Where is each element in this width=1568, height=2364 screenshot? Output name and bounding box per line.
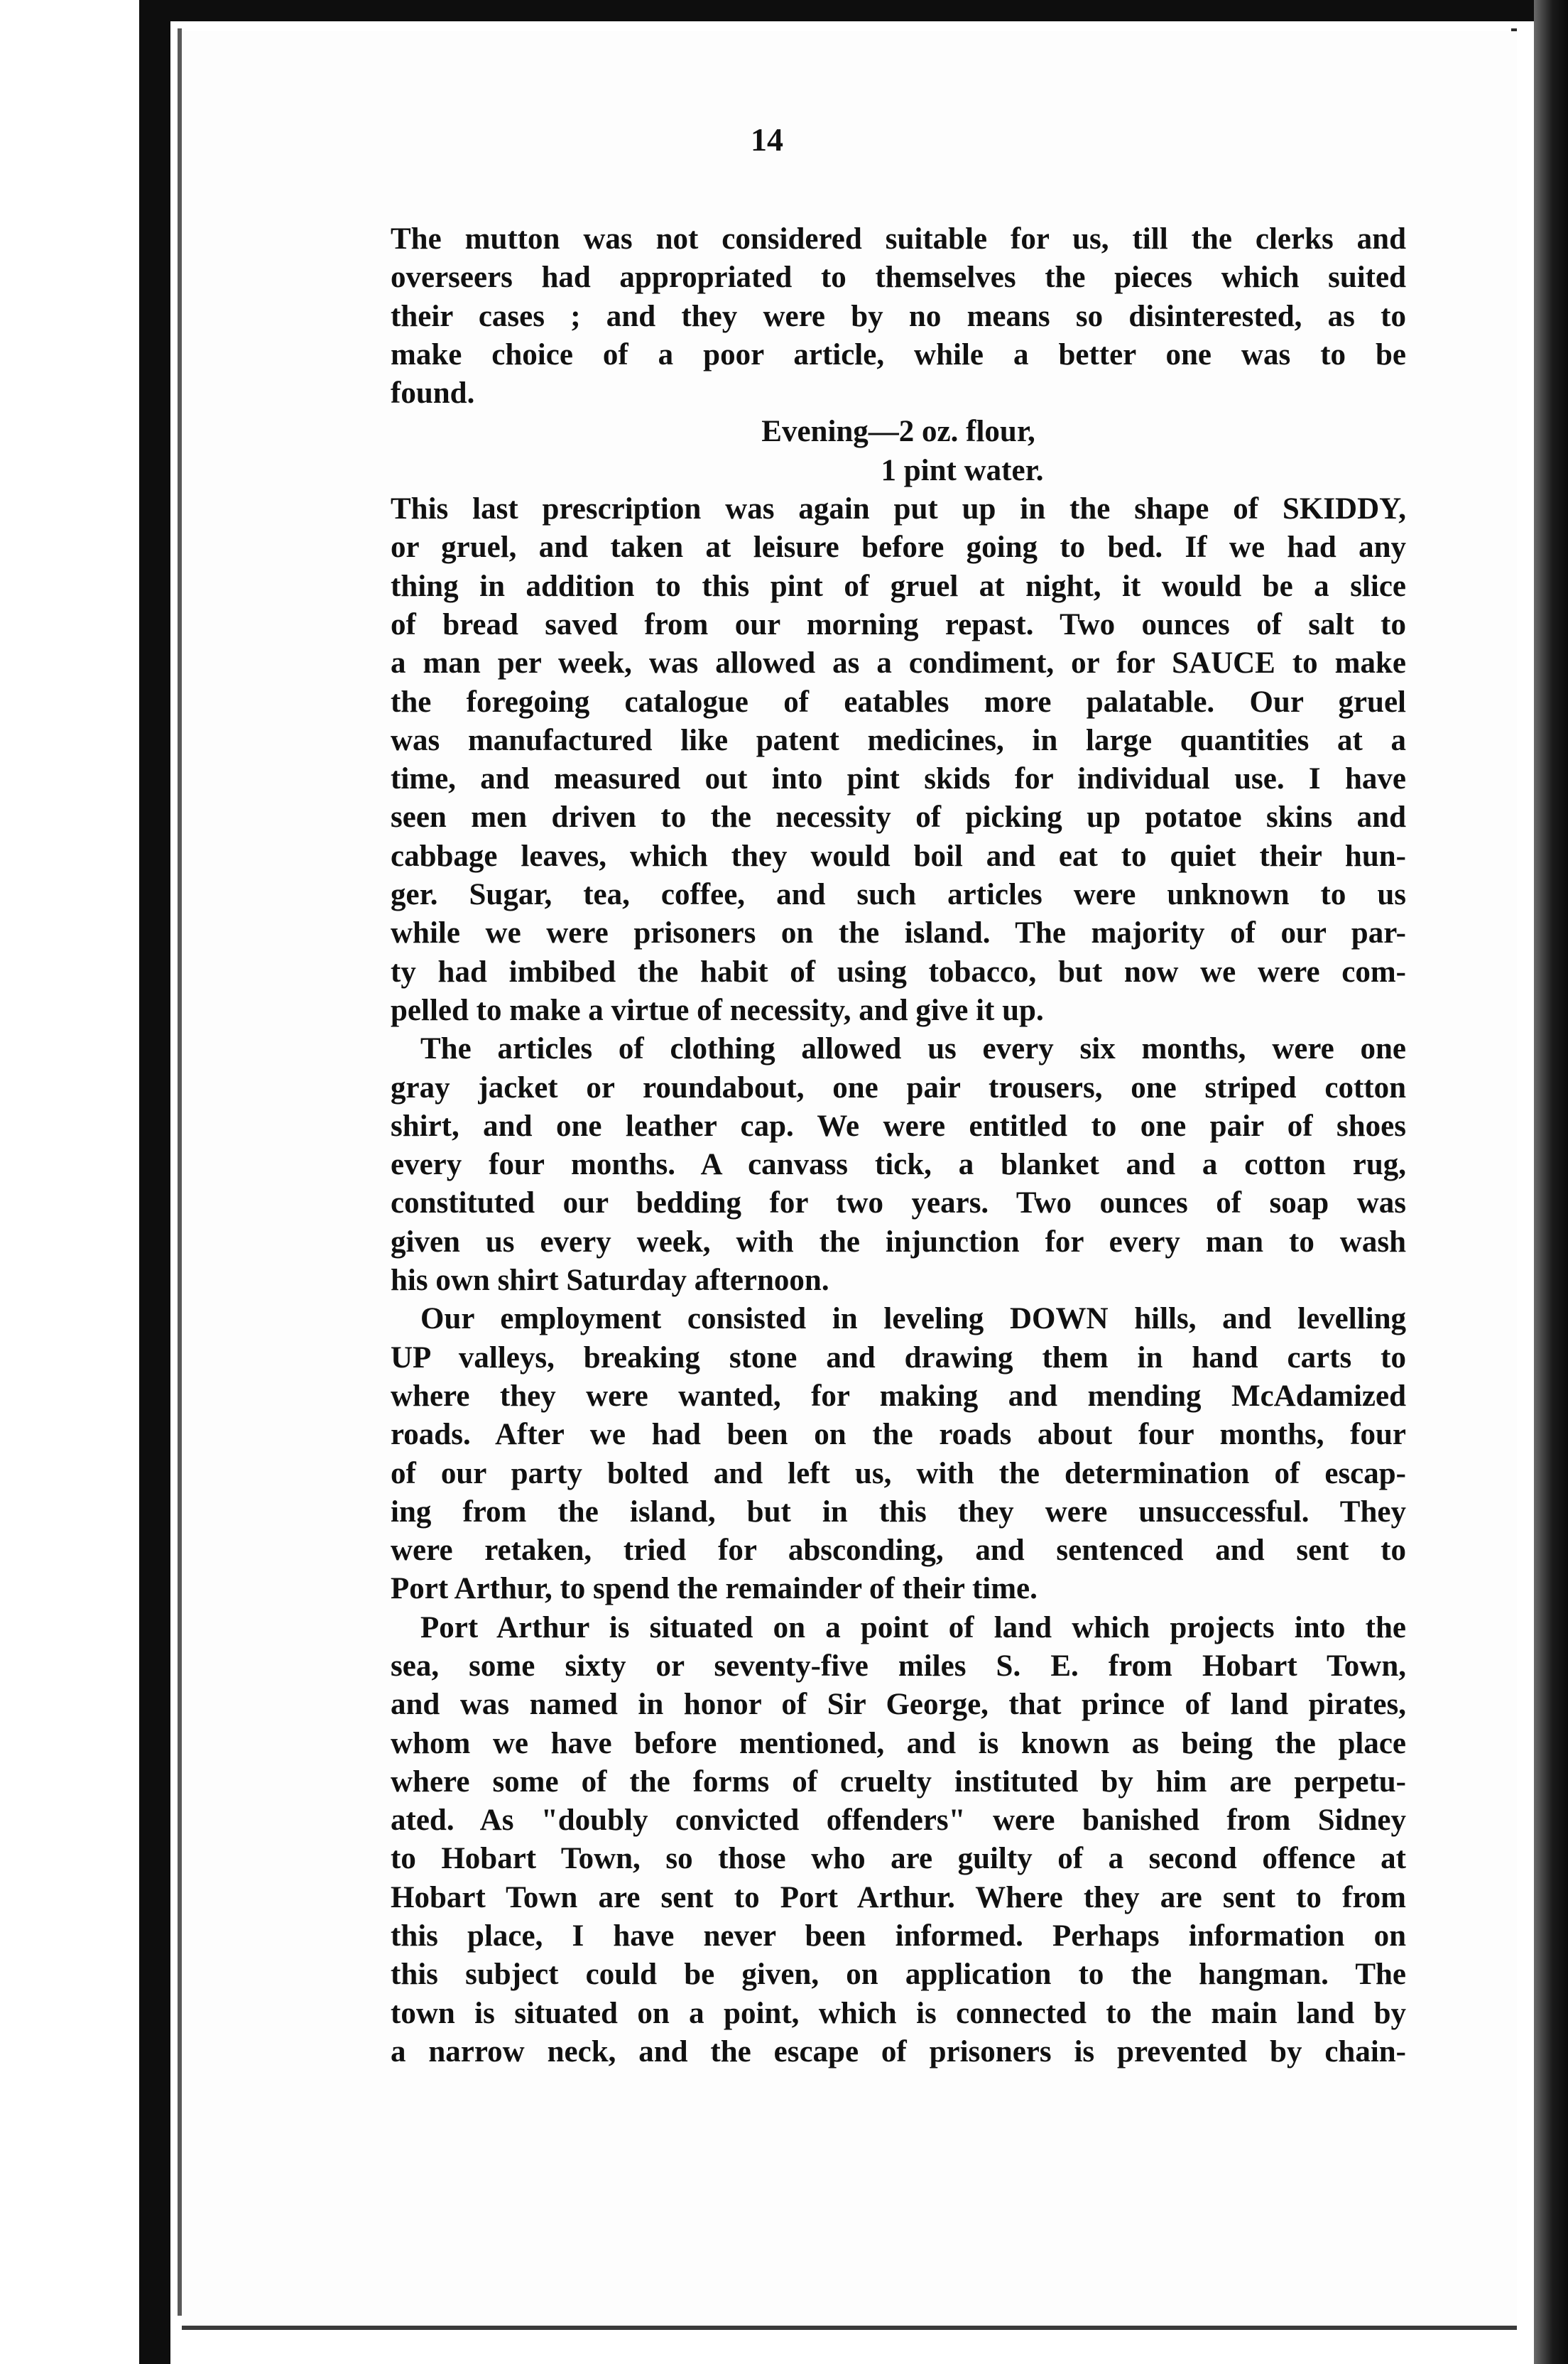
text-line: gray jacket or roundabout, one pair trousers, one striped cotton (391, 1070, 1406, 1105)
text-line: 1 pint water. (881, 453, 1044, 487)
text-line: his own shirt Saturday afternoon. (391, 1264, 829, 1298)
text-line: shirt, and one leather cap. We were entitled to one pair of shoes (391, 1109, 1406, 1143)
text-line: was manufactured like patent medicines, in large quantities at a (391, 723, 1406, 757)
text-line: where some of the forms of cruelty instituted by him are perpetu- (391, 1764, 1406, 1799)
text-line: cabbage leaves, which they would boil and eat to quiet their hun- (391, 839, 1406, 873)
text-line: Hobart Town are sent to Port Arthur. Where they are sent to from (391, 1880, 1406, 1914)
text-line: of bread saved from our morning repast. Two ounces of salt to (391, 607, 1406, 641)
scan-border-right (1534, 0, 1568, 2364)
text-line: Evening—2 oz. flour, (761, 415, 1035, 449)
text-line: while we were prisoners on the island. The majority of our par- (391, 916, 1406, 950)
text-line: seen men driven to the necessity of picking up potatoe skins and (391, 801, 1406, 835)
text-line: The mutton was not considered suitable for us, till the clerks and (391, 222, 1406, 256)
scan-border-left (139, 0, 170, 2364)
text-line: ated. As "doubly convicted offenders" were banished from Sidney (391, 1804, 1406, 1838)
text-line: this subject could be given, on application to the hangman. The (391, 1958, 1406, 1992)
text-line: town is situated on a point, which is connected to the main land by (391, 1996, 1406, 2030)
text-line: sea, some sixty or seventy-five miles S. E. from Hobart Town, (391, 1649, 1406, 1683)
text-line: overseers had appropriated to themselves the pieces which suited (391, 261, 1406, 295)
text-line: roads. After we had been on the roads about four months, four (391, 1418, 1406, 1452)
text-line: UP valleys, breaking stone and drawing them in hand carts to (391, 1340, 1406, 1375)
scan-border-top (139, 0, 1568, 21)
text-line: constituted our bedding for two years. Two ounces of soap was (391, 1186, 1406, 1220)
body-text (391, 220, 1406, 2071)
text-line: this place, I have never been informed. Perhaps information on (391, 1919, 1406, 1953)
text-line: the foregoing catalogue of eatables more palatable. Our gruel (391, 685, 1406, 719)
page-number: 14 (751, 121, 783, 158)
text-line: and was named in honor of Sir George, that prince of land pirates, (391, 1688, 1406, 1722)
text-line: ty had imbibed the habit of using tobacco, but now we were com- (391, 955, 1406, 989)
text-line: Our employment consisted in leveling DOWN hills, and levelling (420, 1302, 1406, 1336)
text-line: thing in addition to this pint of gruel at night, it would be a slice (391, 569, 1406, 603)
text-line: every four months. A canvass tick, a blanket and a cotton rug, (391, 1148, 1406, 1182)
text-line: Port Arthur is situated on a point of land which projects into the (420, 1610, 1406, 1644)
text-line: ing from the island, but in this they were unsuccessful. They (391, 1495, 1406, 1529)
text-line: of our party bolted and left us, with the determination of escap- (391, 1456, 1406, 1490)
text-line: Port Arthur, to spend the remainder of their time. (391, 1572, 1038, 1606)
text-line: a narrow neck, and the escape of prisoners is prevented by chain- (391, 2034, 1406, 2068)
text-line: pelled to make a virtue of necessity, and give it up. (391, 993, 1044, 1027)
text-line: whom we have before mentioned, and is known as being the place (391, 1726, 1406, 1760)
text-line: The articles of clothing allowed us every six months, were one (420, 1032, 1406, 1066)
text-line: given us every week, with the injunction for every man to wash (391, 1225, 1406, 1259)
text-line: were retaken, tried for absconding, and sentenced and sent to (391, 1534, 1406, 1568)
text-line: found. (391, 376, 475, 411)
text-line: to Hobart Town, so those who are guilty of a second offence at (391, 1842, 1406, 1876)
text-line: a man per week, was allowed as a condiment, or for SAUCE to make (391, 646, 1406, 681)
text-line: their cases ; and they were by no means so disinterested, as to (391, 299, 1406, 333)
text-line: This last prescription was again put up in the shape of SKIDDY, (391, 492, 1406, 526)
text-line: time, and measured out into pint skids for individual use. I have (391, 762, 1406, 796)
text-line: where they were wanted, for making and mending McAdamized (391, 1379, 1406, 1413)
text-line: make choice of a poor article, while a better one was to be (391, 337, 1406, 372)
text-line: or gruel, and taken at leisure before going to bed. If we had any (391, 531, 1406, 565)
text-line: ger. Sugar, tea, coffee, and such articles were unknown to us (391, 878, 1406, 912)
